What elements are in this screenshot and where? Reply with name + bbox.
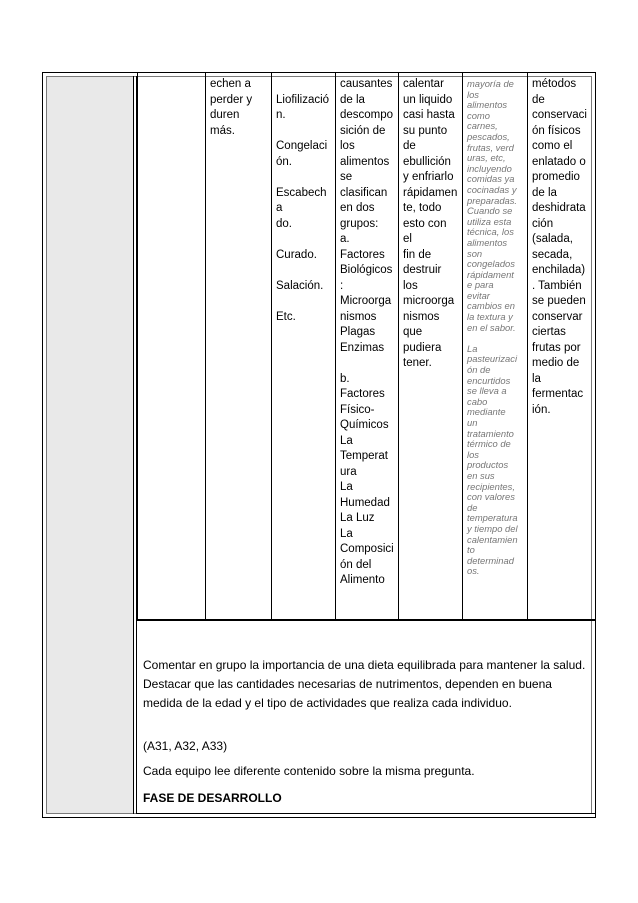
table-cell-causes: causantes de la descompo sición de los alimentos se clasifican en dos grupos: a. Factores Biológicos: Microorga nismos Plagas Enzimas b. Factores Físico- Químicos La Temperat ura La Humedad La Luz La Composici ón del Alimento — [336, 73, 399, 620]
table-cell-empty — [138, 73, 206, 620]
bottom-border — [137, 813, 595, 814]
left-shaded-column — [47, 77, 134, 813]
conservation-methods-table — [137, 72, 596, 620]
table-cell-freezing-notes: mayoría de los alimentos como carnes, pescados, frutas, verd uras, etc, incluyendo comidas ya cocinadas y preparadas. Cuando se utiliza esta técnica, los alimentos son congelados rápidament e para evitar cambios en la textura y en el sabor. La pasteurizaci ón de encurtidos se lleva a cabo mediante un tratamiento térmico de los productos en sus recipientes, con valores de temperatura y tiempo del calentamien to determinad os. — [463, 73, 528, 620]
table-cell-purpose: echen a perder y duren más. — [206, 73, 272, 620]
activity-codes: (A31, A32, A33) — [143, 739, 228, 753]
table-cell-physical-methods: métodos de conservaci ón físicos como el enlatado o promedio de la deshidrata ción (salada, secada, enchilada) . También se pueden conservar ciertas frutas por medio de la fermentac ión. — [528, 73, 596, 620]
team-instruction: Cada equipo lee diferente contenido sobre la misma pregunta. — [143, 764, 475, 778]
table-cell-pasteurization: calentar un liquido casi hasta su punto de ebullición y enfriarlo rápidamen te, todo esto con el fin de destruir los microorga nismos que pudiera tener. — [399, 73, 463, 620]
table-bottom-divider — [137, 620, 595, 621]
section-heading: FASE DE DESARROLLO — [143, 791, 282, 805]
table-cell-methods-list: Liofilizació n. Congelaci ón. Escabecha do. Curado. Salación. Etc. — [272, 73, 336, 620]
instruction-paragraph: Comentar en grupo la importancia de una dieta equilibrada para mantener la salud. Destacar que las cantidades necesarias de nutrimentos, dependen en buena medida de la edad y el tipo de actividades que realiza cada individuo. — [143, 658, 586, 710]
table-row — [138, 73, 596, 620]
